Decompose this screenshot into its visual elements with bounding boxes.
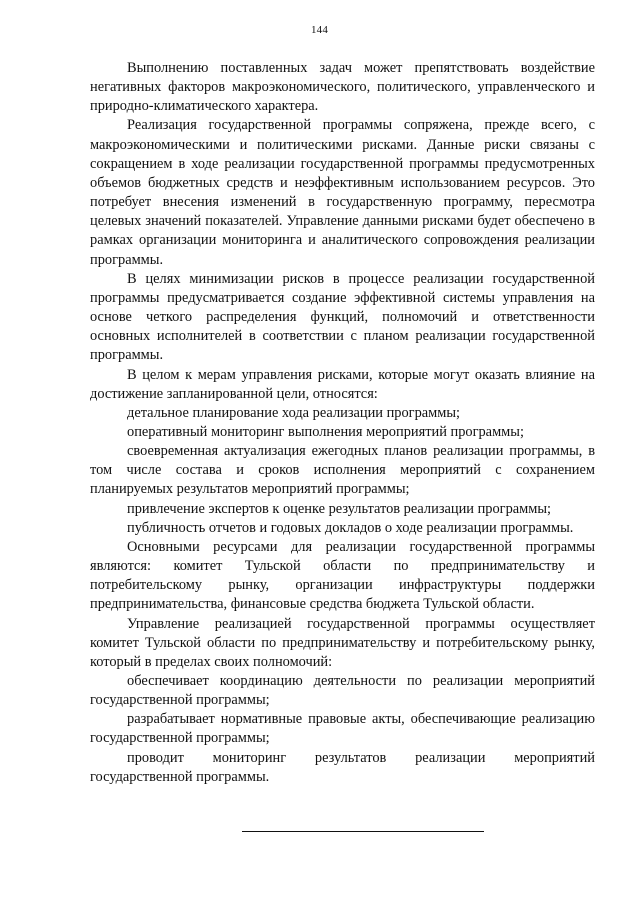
list-item-operational-monitoring: оперативный мониторинг выполнения мероприятий программы; <box>127 423 524 440</box>
list-item-expert-involvement: привлечение экспертов к оценке результатов реализации программы; <box>127 500 552 517</box>
page-number: 144 <box>310 24 329 36</box>
paragraph-macroeconomic-risks: Реализация государственной программы сопряжена, прежде всего, с макроэкономическими и политическими рисками. Данные риски связаны с сокращением в ходе реализации государственной программы предусмотренных объемов бюджетных средств и неэффективным использованием ресурсов. Это потребует внесения изменений в государственную программу, пересмотра целевых значений показателей. Управление данными рисками будет обеспечено в рамках организации мониторинга и аналитического сопровождения реализации программы. <box>90 117 595 268</box>
document-body <box>90 59 595 787</box>
paragraph-program-management: Управление реализацией государственной программы осуществляет комитет Тульской области по предпринимательству и потребительскому рынку, который в пределах своих полномочий: <box>90 615 595 670</box>
paragraph-risk-minimization: В целях минимизации рисков в процессе реализации государственной программы предусматривается создание эффективной системы управления на основе четкого распределения функций, полномочий и ответственности основных исполнителей в соответствии с планом реализации государственной программы. <box>90 270 595 364</box>
list-item-coordination: обеспечивает координацию деятельности по реализации мероприятий государственной программы; <box>90 673 595 709</box>
list-item-plan-updates: своевременная актуализация ежегодных планов реализации программы, в том числе состава и сроков исполнения мероприятий с сохранением планируемых результатов мероприятий программы; <box>90 443 595 498</box>
list-item-legal-acts: разрабатывает нормативные правовые акты, обеспечивающие реализацию государственной программы; <box>90 711 595 747</box>
list-item-public-reports: публичность отчетов и годовых докладов о ходе реализации программы. <box>127 519 574 536</box>
paragraph-risk-factors: Выполнению поставленных задач может препятствовать воздействие негативных факторов макроэкономического, политического, управленческого и природно-климатического характера. <box>90 60 595 115</box>
paragraph-risk-measures-intro: В целом к мерам управления рисками, которые могут оказать влияние на достижение запланированной цели, относятся: <box>90 366 595 402</box>
closing-rule <box>242 831 484 832</box>
list-item-detailed-planning: детальное планирование хода реализации программы; <box>127 404 461 421</box>
list-item-results-monitoring: проводит мониторинг результатов реализации мероприятий государственной программы. <box>90 749 595 785</box>
paragraph-main-resources: Основными ресурсами для реализации государственной программы являются: комитет Тульской области по предпринимательству и потребительскому рынку, организации инфраструктуры поддержки предпринимательства, финансовые средства бюджета Тульской области. <box>90 538 595 613</box>
